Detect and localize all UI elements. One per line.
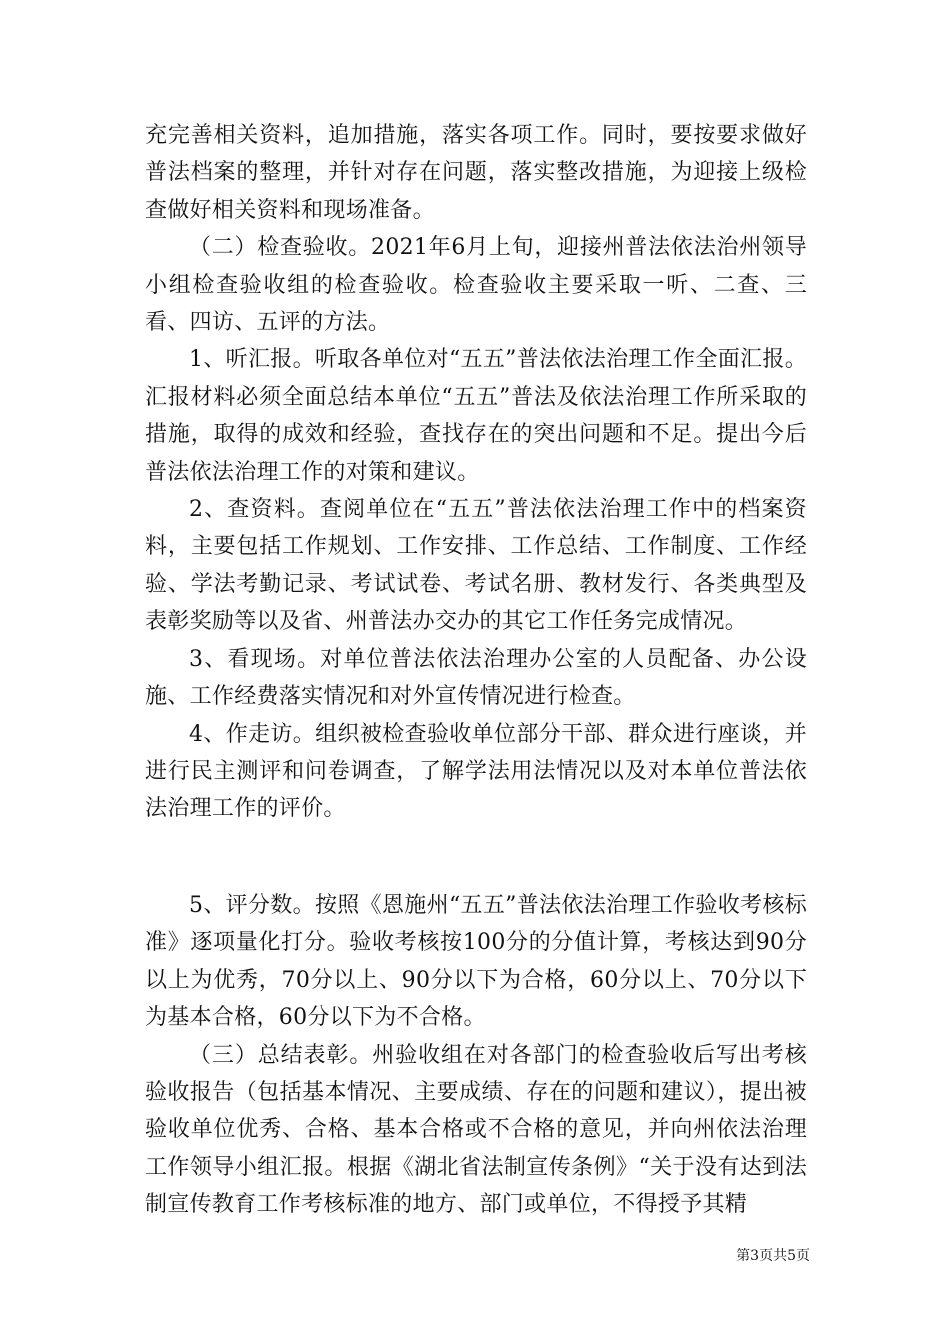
paragraph-item-2-records: 2、查资料。查阅单位在“五五”普法依法治理工作中的档案资料，主要包括工作规划、工作安排、工作总结、工作制度、工作经验、学法考勤记录、考试试卷、考试名册、教材发行、各类典型及表彰奖励等以及省、州普法办交办的其它工作任务完成情况。 xyxy=(145,497,807,635)
paragraph-item-3-site: 3、看现场。对单位普法依法治理办公室的人员配备、办公设施、工作经费落实情况和对外宣传情况进行检查。 xyxy=(145,646,807,710)
body-text-bottom xyxy=(145,887,807,1224)
paragraph-section-3-summary: （三）总结表彰。州验收组在对各部门的检查验收后写出考核验收报告（包括基本情况、主要成绩、存在的问题和建议），提出被验收单位优秀、合格、基本合格或不合格的意见，并向州依法治理工作领导小组汇报。根据《湖北省法制宣传条例》“关于没有达到法制宣传教育工作考核标准的地方、部门或单位，不得授予其精 xyxy=(145,1042,807,1218)
body-text-top xyxy=(145,117,807,828)
paragraph-item-1-report: 1、听汇报。听取各单位对“五五”普法依法治理工作全面汇报。汇报材料必须全面总结本单位“五五”普法及依法治理工作所采取的措施，取得的成效和经验，查找存在的突出问题和不足。提出今后普法依法治理工作的对策和建议。 xyxy=(145,347,807,485)
paragraph-continuation: 充完善相关资料，追加措施，落实各项工作。同时，要按要求做好普法档案的整理，并针对存在问题，落实整改措施，为迎接上级检查做好相关资料和现场准备。 xyxy=(145,123,807,223)
paragraph-section-2-inspection: （二）检查验收。2021年6月上旬，迎接州普法依法治州领导小组检查验收组的检查验收。检查验收主要采取一听、二查、三看、四访、五评的方法。 xyxy=(145,235,807,336)
page-number-footer: 第3页共5页 xyxy=(736,1248,810,1264)
paragraph-item-4-visit: 4、作走访。组织被检查验收单位部分干部、群众进行座谈，并进行民主测评和问卷调查，了解学法用法情况以及对本单位普法依法治理工作的评价。 xyxy=(145,721,807,822)
paragraph-item-5-scoring: 5、评分数。按照《恩施州“五五”普法依法治理工作验收考核标准》逐项量化打分。验收考核按100分的分值计算，考核达到90分以上为优秀，70分以上、90分以下为合格，60分以上、70分以下为基本合格，60分以下为不合格。 xyxy=(145,893,807,1031)
